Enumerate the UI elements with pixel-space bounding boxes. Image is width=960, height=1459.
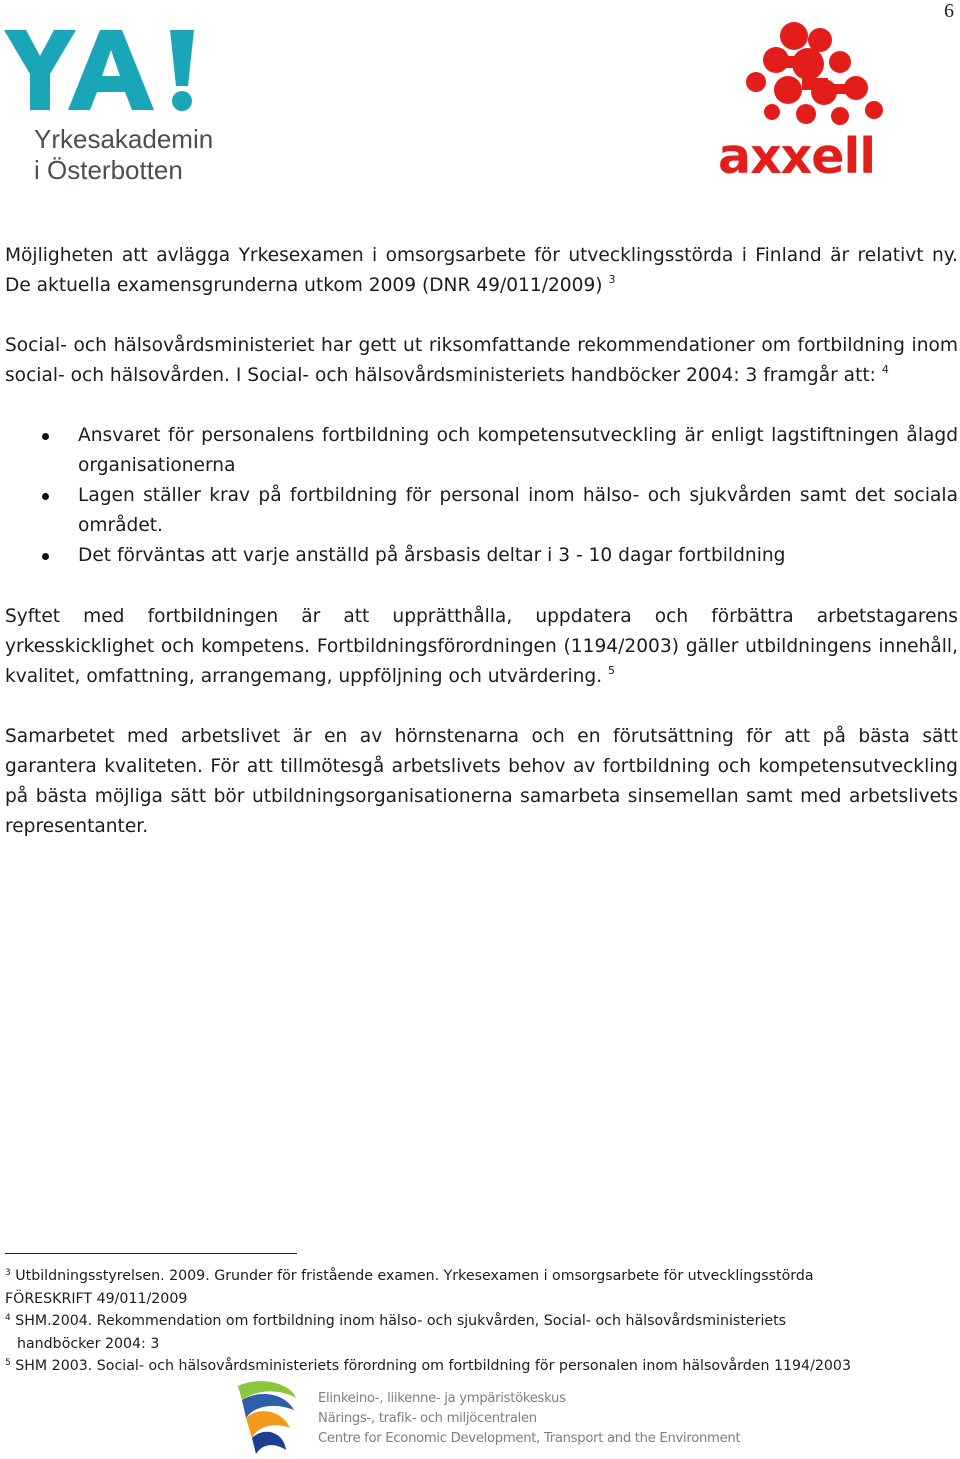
footnote-ref-4: 4 bbox=[881, 363, 889, 376]
footnote-3 bbox=[5, 1265, 955, 1288]
paragraph-3 bbox=[5, 602, 958, 692]
ya-caption-line2: i Österbotten bbox=[34, 155, 183, 185]
ely-centre-logo bbox=[228, 1378, 308, 1456]
paragraph-1 bbox=[5, 241, 958, 301]
footnote-4 bbox=[5, 1310, 955, 1333]
footnote-text: SHM 2003. Social- och hälsovårdsministeriets förordning om fortbildning för personalen inom hälsovården 1194/2003 bbox=[15, 1358, 851, 1374]
footnote-3-continued: FÖRESKRIFT 49/011/2009 bbox=[5, 1290, 188, 1307]
footnote-separator bbox=[5, 1253, 297, 1254]
bullet-text: Det förväntas att varje anställd på årsbasis deltar i 3 - 10 dagar fortbildning bbox=[78, 545, 786, 566]
ya-caption-line1: Yrkesakademin bbox=[34, 124, 214, 154]
page-number: 6 bbox=[944, 0, 954, 22]
list-item bbox=[0, 481, 958, 541]
bullet-icon bbox=[42, 433, 49, 440]
ely-line-1: Elinkeino-, liikenne- ja ympäristökeskus bbox=[318, 1391, 566, 1406]
footnote-number: 5 bbox=[5, 1358, 11, 1368]
bullet-list bbox=[0, 421, 958, 571]
footnote-number: 4 bbox=[5, 1313, 11, 1323]
footnote-ref-5: 5 bbox=[608, 664, 616, 677]
footnote-text: SHM.2004. Rekommendation om fortbildning inom hälso- och sjukvården, Social- och hälsovårdsministeriets bbox=[15, 1313, 787, 1329]
footnote-ref-3: 3 bbox=[608, 273, 616, 286]
footnote-5 bbox=[5, 1355, 955, 1378]
footnote-4-continued: handböcker 2004: 3 bbox=[17, 1335, 160, 1352]
ely-line-2: Närings-, trafik- och miljöcentralen bbox=[318, 1411, 537, 1426]
axxell-wordmark: axxell bbox=[718, 128, 876, 185]
paragraph-2-text: Social- och hälsovårdsministeriet har gett ut riksomfattande rekommendationer om fortbildning inom social- och hälsovården. I Social- och hälsovårdsministeriets handböcker 2004: 3 framgår att: bbox=[5, 335, 958, 386]
bullet-icon bbox=[42, 553, 49, 560]
paragraph-3-text: Syftet med fortbildningen är att upprätthålla, uppdatera och förbättra arbetstagarens yrkesskicklighet och kompetens. Fortbildningsförordningen (1194/2003) gäller utbildningens innehåll, kvalitet, omfattning, arrangemang, uppföljning och utvärdering. bbox=[5, 606, 958, 687]
footnote-number: 3 bbox=[5, 1268, 11, 1278]
paragraph-2 bbox=[5, 331, 958, 391]
ely-centre-text bbox=[318, 1389, 740, 1449]
ya-caption bbox=[34, 124, 213, 186]
paragraph-4 bbox=[5, 722, 958, 842]
bullet-icon bbox=[42, 493, 49, 500]
paragraph-4-text: Samarbetet med arbetslivet är en av hörnstenarna och en förutsättning för att på bästa sätt garantera kvaliteten. För att tillmötesgå arbetslivets behov av fortbildning och kompetensutveckling på bästa möjliga sätt bör utbildningsorganisationerna samarbeta sinsemellan samt med arbetslivets representanter. bbox=[5, 726, 958, 837]
ely-line-3: Centre for Economic Development, Transport and the Environment bbox=[318, 1431, 741, 1446]
bullet-text: Ansvaret för personalens fortbildning och kompetensutveckling är enligt lagstiftningen ålagd organisationerna bbox=[78, 425, 958, 476]
bullet-text: Lagen ställer krav på fortbildning för personal inom hälso- och sjukvården samt det sociala området. bbox=[78, 485, 958, 536]
list-item bbox=[0, 541, 958, 571]
list-item bbox=[0, 421, 958, 481]
paragraph-1-text: Möjligheten att avlägga Yrkesexamen i omsorgsarbete för utvecklingsstörda i Finland är relativt ny. De aktuella examensgrunderna utkom 2009 (DNR 49/011/2009) bbox=[5, 245, 958, 296]
footnotes bbox=[5, 1265, 955, 1378]
footnote-text: Utbildningsstyrelsen. 2009. Grunder för fristående examen. Yrkesexamen i omsorgsarbete för utvecklingsstörda bbox=[15, 1268, 814, 1284]
